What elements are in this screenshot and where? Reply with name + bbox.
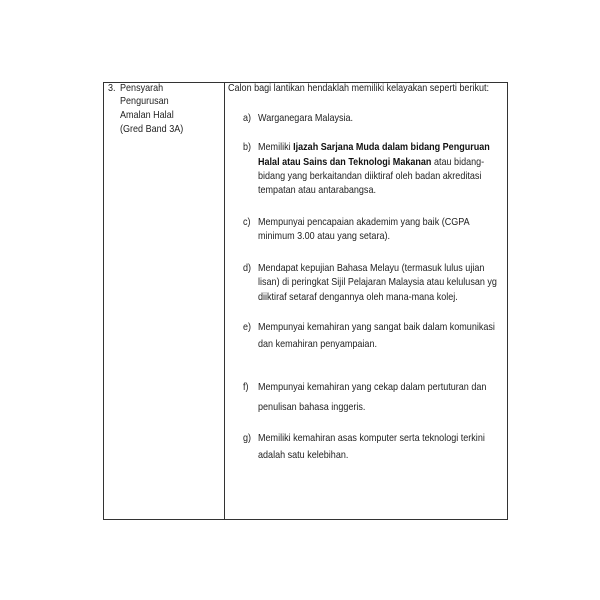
- requirement-line: Mempunyai kemahiran yang sangat baik dalam komunikasi: [258, 321, 495, 333]
- requirement-line: [258, 155, 484, 169]
- position-title-line: Amalan Halal: [120, 109, 174, 121]
- requirement-line: lisan) di peringkat Sijil Pelajaran Malaysia atau kelulusan yg: [258, 276, 497, 288]
- requirement-line: tempatan atau antarabangsa.: [258, 184, 376, 196]
- requirements-intro: Calon bagi lantikan hendaklah memiliki kelayakan seperti berikut:: [228, 82, 490, 94]
- requirement-line: minimum 3.00 atau yang setara).: [258, 230, 391, 242]
- requirement-line: Warganegara Malaysia.: [258, 112, 354, 124]
- requirement-text: atau bidang-: [431, 156, 485, 168]
- position-title-line: Pengurusan: [120, 95, 169, 107]
- requirement-text-bold: Ijazah Sarjana Muda dalam bidang Penguruan: [293, 141, 490, 153]
- requirement-marker: f): [243, 381, 249, 393]
- requirement-marker: g): [243, 432, 252, 444]
- requirement-line: Mendapat kepujian Bahasa Melayu (termasuk lulus ujian: [258, 262, 485, 274]
- row-number: 3.: [108, 82, 116, 94]
- position-title-line: (Gred Band 3A): [120, 123, 184, 135]
- requirement-marker: a): [243, 112, 252, 124]
- requirement-line: bidang yang berkaitandan diiktiraf oleh badan akreditasi: [258, 170, 482, 182]
- requirement-line: Memiliki kemahiran asas komputer serta teknologi terkini: [258, 432, 485, 444]
- requirement-text-bold: Halal atau Sains dan Teknologi Makanan: [258, 156, 432, 168]
- requirement-line: penulisan bahasa inggeris.: [258, 401, 366, 413]
- requirement-line: [258, 140, 490, 154]
- requirement-line: adalah satu kelebihan.: [258, 449, 349, 461]
- requirement-line: diiktiraf setaraf dengannya oleh mana-mana kolej.: [258, 291, 458, 303]
- requirement-marker: d): [243, 262, 252, 274]
- requirement-marker: b): [243, 141, 252, 153]
- requirement-line: Mempunyai kemahiran yang cekap dalam pertuturan dan: [258, 381, 487, 393]
- requirement-line: Mempunyai pencapaian akademim yang baik (CGPA: [258, 216, 470, 228]
- requirement-marker: c): [243, 216, 251, 228]
- position-title-line: Pensyarah: [120, 82, 164, 94]
- position-cell: [104, 83, 225, 519]
- requirement-marker: e): [243, 321, 252, 333]
- requirement-line: dan kemahiran penyampaian.: [258, 338, 377, 350]
- requirement-text: Memiliki: [258, 141, 294, 153]
